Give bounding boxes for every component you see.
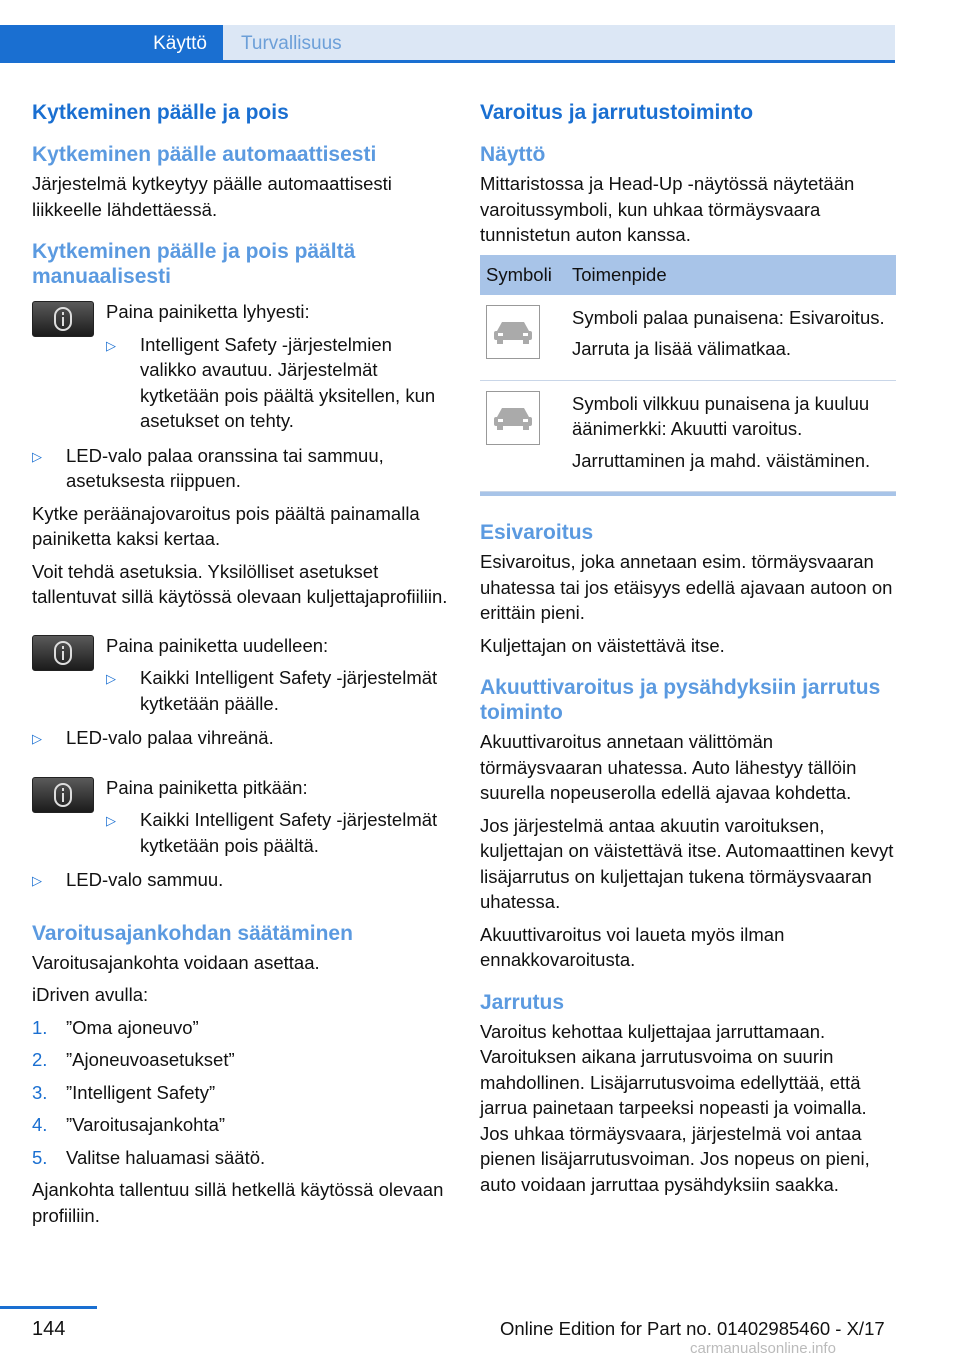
heading-timing: Varoitusajankohdan säätäminen: [32, 921, 353, 945]
para-auto: Järjestelmä kytkeytyy päälle automaattisesti liikkeelle lähdettäessä.: [32, 173, 392, 220]
symbol-table: [480, 255, 896, 493]
table-end-rule: [480, 492, 896, 496]
triangle-bullet-icon: ▷: [32, 873, 42, 888]
triangle-bullet-icon: ▷: [32, 731, 42, 746]
table-row: Symboli vilkkuu punaisena ja kuuluu äänimerkki: Akuutti varoitus. Jarruttaminen ja mahd. väistäminen.: [480, 380, 896, 492]
list-item: 4. ”Varoitusajankohta”: [32, 1114, 226, 1135]
watermark: carmanualsonline.info: [690, 1340, 836, 1357]
para-saved: Ajankohta tallentuu sillä hetkellä käytössä olevaan profiiliin.: [32, 1179, 444, 1226]
para-settings: Voit tehdä asetuksia. Yksilölliset asetukset tallentuvat sillä käytössä olevaan kuljettajaprofiiliin.: [32, 560, 448, 607]
para-timing: Varoitusajankohta voidaan asettaa.: [32, 951, 320, 973]
short-press-intro: Paina painiketta lyhyesti:: [106, 301, 310, 322]
list-item: ▷ Kaikki Intelligent Safety -järjestelmät kytketään pois päältä.: [106, 807, 452, 858]
button-step-long: [32, 775, 452, 866]
heading-braking: Jarrutus: [480, 990, 565, 1014]
list-item: 5. Valitse haluamasi säätö.: [32, 1146, 266, 1168]
para-idrive: iDriven avulla:: [32, 984, 149, 1005]
list-item: ▷ Kaikki Intelligent Safety -järjestelmät kytketään päälle.: [106, 665, 452, 716]
list-item: ▷ LED-valo palaa oranssina tai sammuu, asetuksesta riippuen.: [32, 443, 452, 494]
table-header-symbol: Symboli: [480, 255, 566, 295]
para-pre1: Esivaroitus, joka annetaan esim. törmäysvaaran uhatessa tai jos etäisyys edellä ajavaan autoon on erittäin pieni.: [480, 551, 893, 623]
edition-note: Online Edition for Part no. 01402985460 - X/17: [500, 1318, 885, 1339]
button-step-again: [32, 633, 452, 724]
safety-button-icon: [32, 301, 94, 337]
car-warning-icon: [486, 305, 540, 359]
heading-acute: Akuuttivaroitus ja pysähdyksiin jarrutus toiminto: [480, 676, 881, 724]
list-item: ▷ LED-valo sammuu.: [32, 867, 452, 894]
para-brake: Varoitus kehottaa kuljettajaa jarruttamaan. Varoituksen aikana jarrutusvoima on suurin mahdollinen. Lisäjarrutusvoima edellyttää, että jarrua painetaan tarpeeksi nopeasti ja voimalla. Jos uhkaa törmäysvaara, järjestelmä voi antaa pienen lisäjarrutusvoiman. Jos nopeus on pieni, auto voidaan jarruttaa pysähdyksiin saakka.: [480, 1020, 870, 1195]
heading-warning-brake: Varoitus ja jarrutustoiminto: [480, 101, 754, 124]
heading-display: Näyttö: [480, 143, 546, 166]
page-header: [0, 25, 895, 62]
car-warning-icon: [486, 391, 540, 445]
triangle-bullet-icon: ▷: [106, 813, 116, 828]
triangle-bullet-icon: ▷: [106, 337, 116, 353]
long-press-intro: Paina painiketta pitkään:: [106, 776, 308, 798]
list-item: 2. ”Ajoneuvoasetukset”: [32, 1049, 235, 1070]
header-rule: [0, 60, 895, 63]
steps-list: [32, 1015, 452, 1171]
list-item: ▷ LED-valo palaa vihreänä.: [32, 725, 452, 752]
heading-auto-on: Kytkeminen päälle automaattisesti: [32, 143, 377, 166]
para-acute3: Akuuttivaroitus voi laueta myös ilman ennakkovaroitusta.: [480, 923, 785, 970]
para-acute2: Jos järjestelmä antaa akuutin varoituksen, kuljettajan on väistettävä itse. Automaattinen kevyt lisäjarrutus on kuljettajan tukena törmäysvaaran uhatessa.: [480, 814, 894, 912]
safety-button-icon: [32, 777, 94, 813]
heading-on-off: Kytkeminen päälle ja pois: [32, 101, 289, 124]
press-again-intro: Paina painiketta uudelleen:: [106, 634, 329, 656]
heading-manual: Kytkeminen päälle ja pois päältä manuaalisesti: [32, 240, 356, 288]
list-item: 3. ”Intelligent Safety”: [32, 1081, 216, 1103]
tab-kaytto[interactable]: Käyttö: [0, 25, 223, 62]
button-step-short: [32, 299, 452, 441]
heading-prewarning: Esivaroitus: [480, 521, 594, 544]
list-item: ▷ Intelligent Safety -järjestelmien valikko avautuu. Järjestelmät kytketään pois päältä yksitellen, kun asetukset on tehty.: [106, 332, 452, 434]
page-number: 144: [32, 1318, 66, 1340]
table-row: Symboli palaa punaisena: Esivaroitus. Jarruta ja lisää välimatkaa.: [480, 295, 896, 381]
para-display: Mittaristossa ja Head-Up -näytössä näytetään varoitussymboli, kun uhkaa törmäysvaara tunnistetun auton kanssa.: [480, 173, 855, 245]
para-rear-warning: Kytke peräänajovaroitus pois päältä painamalla painiketta kaksi kertaa.: [32, 502, 420, 549]
table-header-action: Toimenpide: [566, 255, 896, 295]
safety-button-icon: [32, 635, 94, 671]
para-pre2: Kuljettajan on väistettävä itse.: [480, 634, 725, 656]
tab-turvallisuus[interactable]: Turvallisuus: [223, 25, 895, 62]
triangle-bullet-icon: ▷: [32, 448, 42, 464]
right-column: [480, 100, 896, 1204]
triangle-bullet-icon: ▷: [106, 671, 116, 686]
para-acute1: Akuuttivaroitus annetaan välittömän törmäysvaaran uhatessa. Auto lähestyy tällöin suurella nopeuserolla edellä ajavaa kohdetta.: [480, 731, 857, 803]
left-column: [32, 100, 452, 1235]
footer-rule: [0, 1306, 97, 1309]
list-item: 1. ”Oma ajoneuvo”: [32, 1016, 199, 1038]
